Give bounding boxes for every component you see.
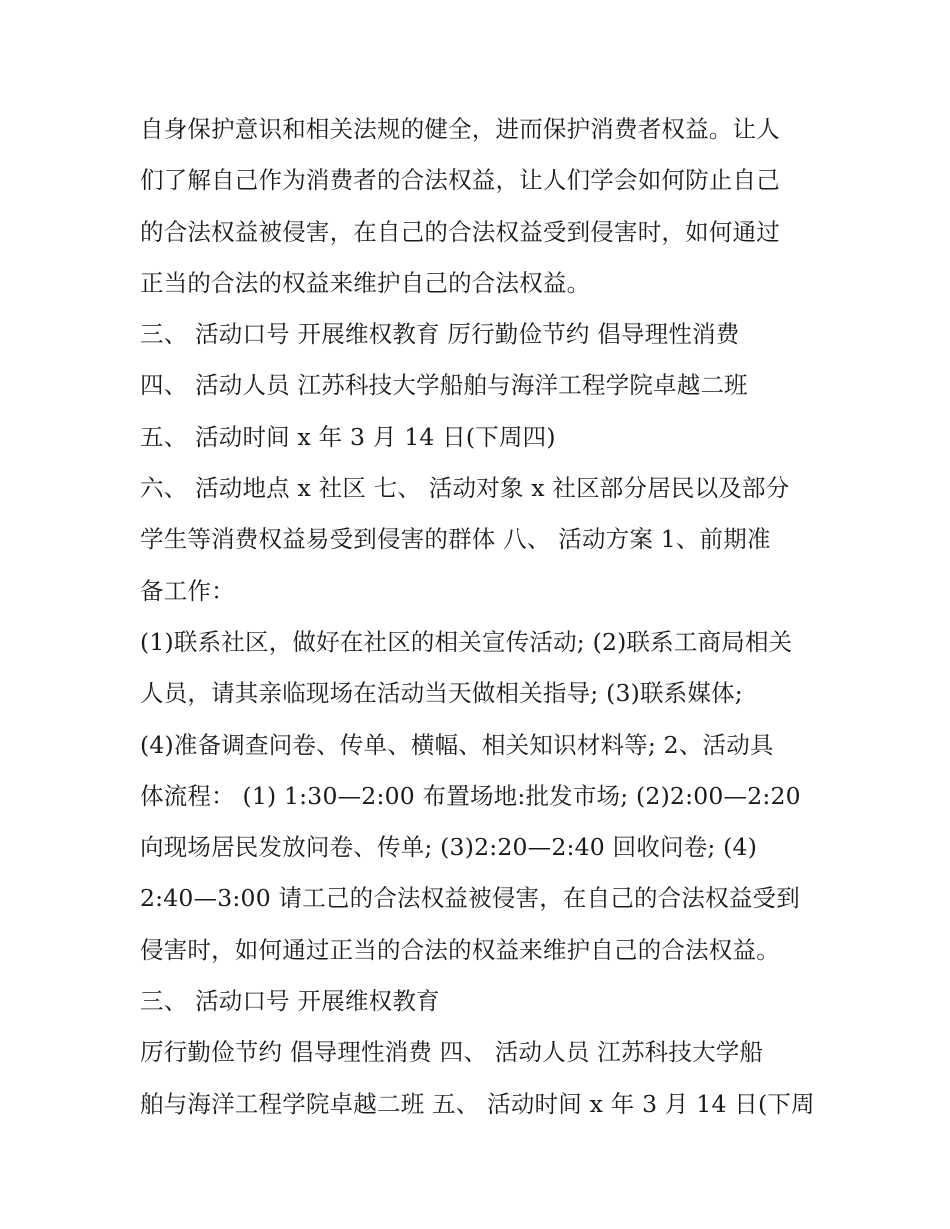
text-line: 的合法权益被侵害，在自己的合法权益受到侵害时，如何通过 — [140, 217, 780, 246]
document-body — [140, 104, 820, 1130]
text-line: 侵害时，如何通过正当的合法的权益来维护自己的合法权益。 — [140, 935, 780, 964]
text-line: 向现场居民发放问卷、传单; (3)2:20—2:40 回收问卷; (4) — [140, 833, 758, 862]
text-line: 2:40—3:00 请工己的合法权益被侵害，在自己的合法权益受到 — [140, 884, 800, 913]
text-line: 人员，请其亲临现场在活动当天做相关指导; (3)联系媒体; — [140, 679, 743, 708]
text-line: 正当的合法的权益来维护自己的合法权益。 — [140, 268, 591, 297]
text-line: 三、 活动口号 开展维权教育 — [140, 987, 440, 1016]
text-line: 五、 活动时间 x 年 3 月 14 日(下周四) — [140, 422, 556, 451]
text-line: 备工作： — [140, 576, 235, 605]
text-line: 自身保护意识和相关法规的健全，进而保护消费者权益。让人 — [140, 115, 780, 143]
text-line: 体流程： (1) 1:30—2:00 布置场地:批发市场; (2)2:00—2:20 — [140, 781, 801, 810]
text-line: 四、 活动人员 江苏科技大学船舶与海洋工程学院卓越二班 — [140, 371, 748, 400]
text-line: 学生等消费权益易受到侵害的群体 八、 活动方案 1、前期准 — [140, 525, 771, 554]
text-line: 三、 活动口号 开展维权教育 厉行勤俭节约 倡导理性消费 — [140, 320, 740, 349]
text-line: (1)联系社区，做好在社区的相关宣传活动; (2)联系工商局相关 — [140, 627, 793, 656]
text-line: 厉行勤俭节约 倡导理性消费 四、 活动人员 江苏科技大学船 — [140, 1038, 764, 1067]
text-line: 舶与海洋工程学院卓越二班 五、 活动时间 x 年 3 月 14 日(下周 — [140, 1089, 815, 1118]
text-line: (4)准备调查问卷、传单、横幅、相关知识材料等; 2、活动具 — [140, 730, 774, 759]
text-line: 们了解自己作为消费者的合法权益，让人们学会如何防止自己 — [140, 166, 780, 195]
text-line: 六、 活动地点 x 社区 七、 活动对象 x 社区部分居民以及部分 — [140, 474, 790, 503]
